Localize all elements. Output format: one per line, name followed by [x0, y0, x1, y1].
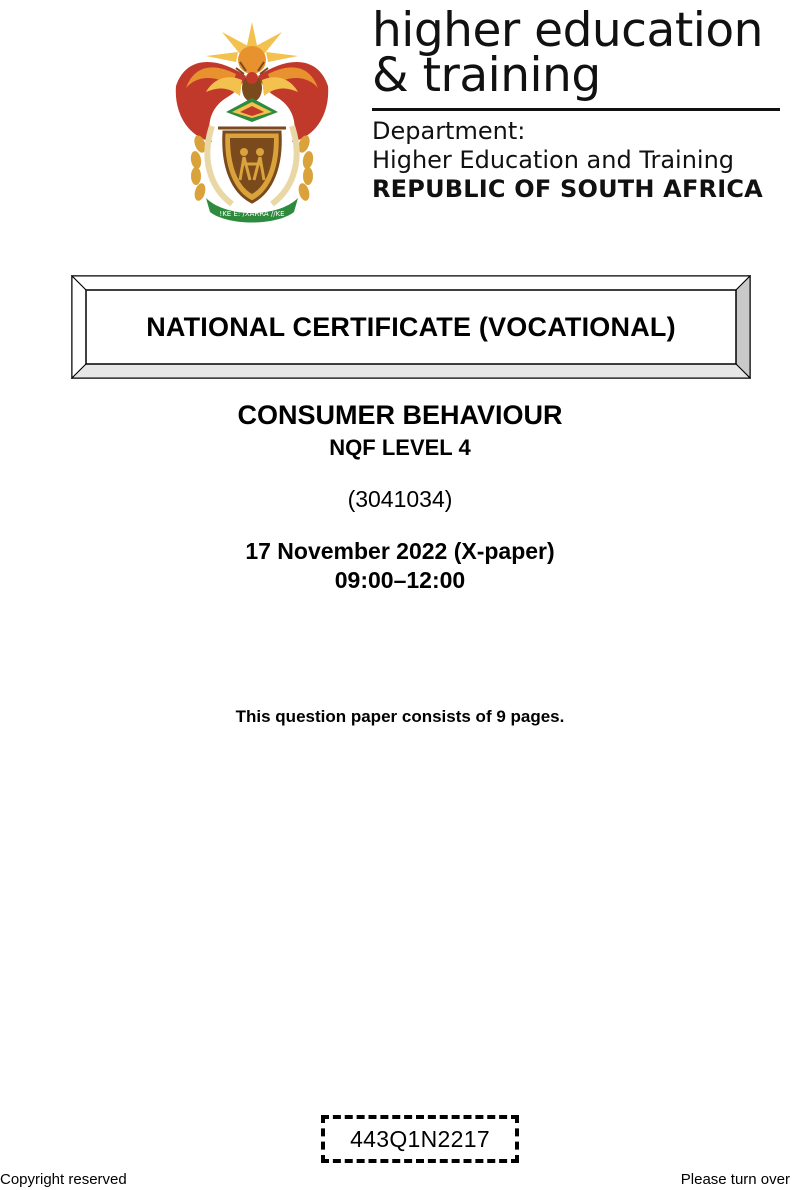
qualification-title: NATIONAL CERTIFICATE (VOCATIONAL) — [146, 311, 676, 342]
subject-title: CONSUMER BEHAVIOUR — [237, 400, 563, 430]
coat-motto: !KE E: /XARRA //KE — [219, 210, 285, 218]
coat-of-arms-emblem — [166, 16, 338, 224]
country-name: REPUBLIC OF SOUTH AFRICA — [372, 175, 763, 203]
protea-flower-icon — [226, 98, 278, 122]
qualification-box — [71, 275, 751, 379]
department-info — [372, 117, 792, 204]
page-count-note: This question paper consists of 9 pages. — [235, 707, 565, 726]
exam-time: 09:00–12:00 — [334, 567, 466, 593]
department-name: Higher Education and Training — [372, 146, 735, 174]
department-label: Department: — [372, 117, 526, 145]
paper-code-box — [321, 1115, 519, 1163]
subject-code: (3041034) — [347, 486, 453, 512]
nqf-level: NQF LEVEL 4 — [329, 435, 471, 460]
wordmark-line-2: & training — [372, 48, 601, 103]
shield-icon — [224, 132, 281, 202]
paper-code: 443Q1N2217 — [350, 1125, 490, 1152]
exam-date: 17 November 2022 (X-paper) — [245, 538, 555, 564]
wordmark-line-1: higher education — [372, 3, 763, 58]
footer-copyright: Copyright reserved — [0, 1171, 127, 1188]
header-divider — [372, 108, 780, 111]
department-wordmark — [372, 3, 792, 103]
footer-turn-over: Please turn over — [680, 1171, 790, 1188]
